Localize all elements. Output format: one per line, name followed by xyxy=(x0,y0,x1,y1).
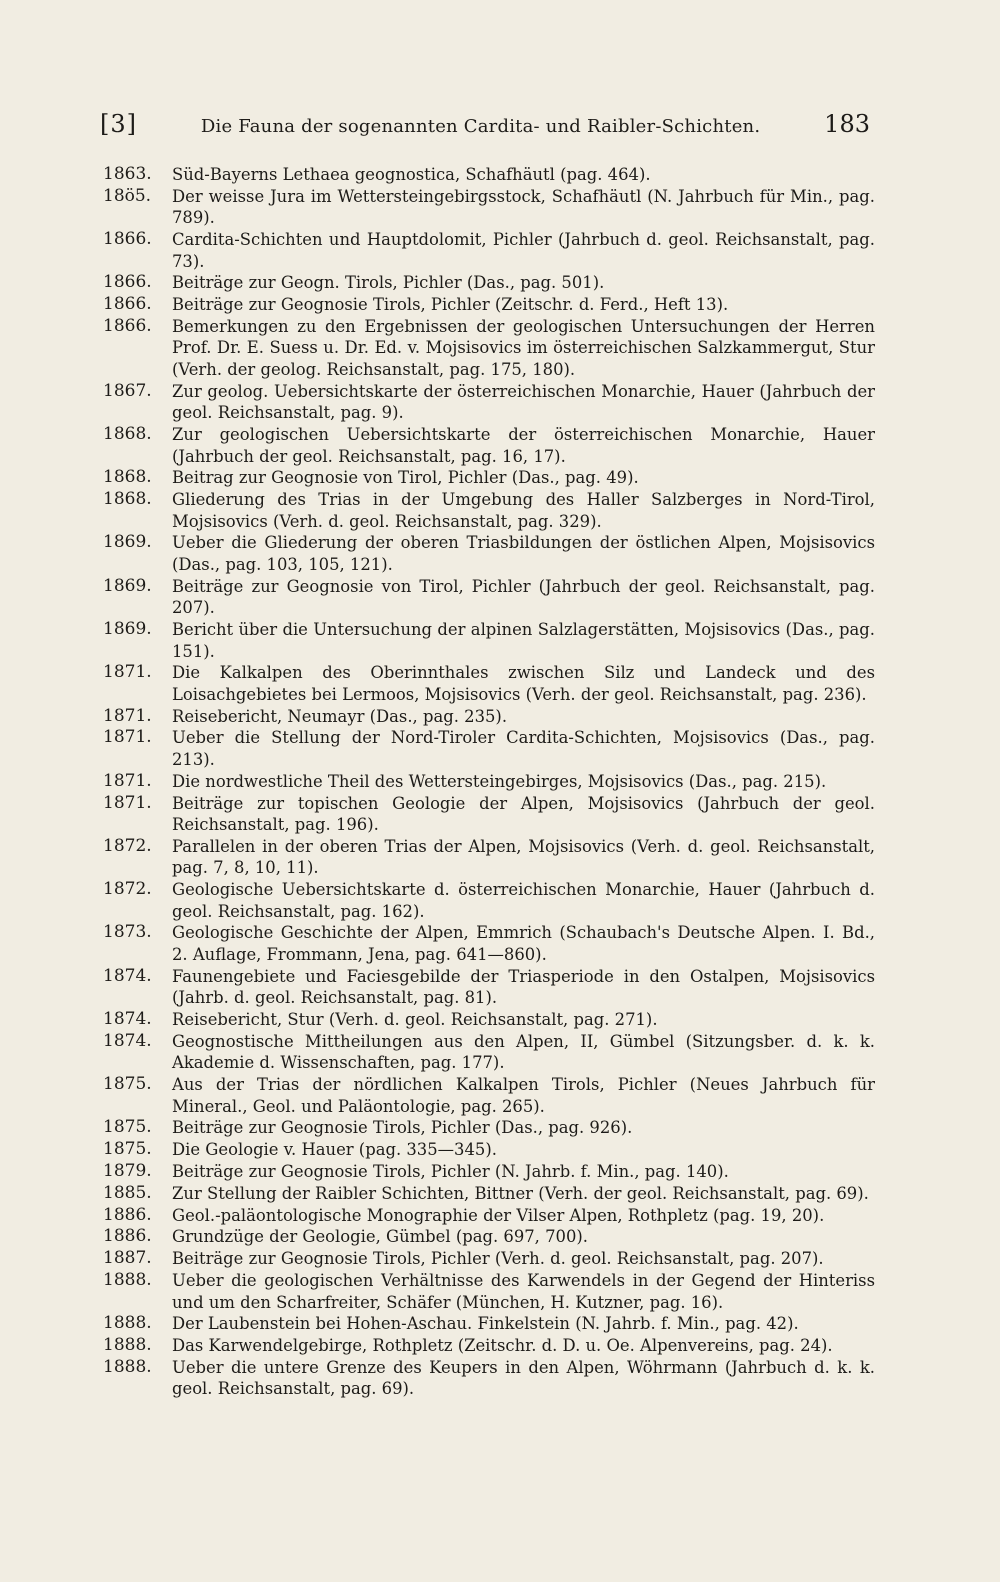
entry-year: 1874. xyxy=(103,1030,152,1051)
page-number: 183 xyxy=(824,110,870,138)
bibliography-entry xyxy=(103,1009,875,1031)
bibliography-list xyxy=(103,164,875,1400)
entry-year: 1863. xyxy=(103,164,152,184)
bibliography-entry xyxy=(103,1031,875,1074)
bibliography-entry xyxy=(103,294,875,316)
entry-year: 1888. xyxy=(103,1335,152,1356)
bibliography-entry xyxy=(103,662,875,705)
bibliography-entry xyxy=(103,793,875,836)
bibliography-entry xyxy=(103,1074,875,1117)
bibliography-entry xyxy=(103,1139,875,1161)
entry-text: Der weisse Jura im Wettersteingebirgsstock, Schafhäutl (N. Jahrbuch für Min., pag. 789). xyxy=(172,186,875,228)
entry-text: Geol.-paläontologische Monographie der Vilser Alpen, Rothpletz (pag. 19, 20). xyxy=(172,1205,825,1225)
entry-text: Aus der Trias der nördlichen Kalkalpen Tirols, Pichler (Neues Jahrbuch für Mineral., Geol. und Paläontologie, pag. 265). xyxy=(172,1075,875,1116)
entry-text: Gliederung des Trias in der Umgebung des Haller Salzberges in Nord-Tirol, Mojsisovics (Verh. d. geol. Reichsanstalt, pag. 329). xyxy=(172,490,875,531)
entry-year: 1868. xyxy=(103,467,152,488)
bibliography-entry xyxy=(103,532,875,575)
entry-year: 1871. xyxy=(103,770,152,791)
entry-text: Grundzüge der Geologie, Gümbel (pag. 697, 700). xyxy=(172,1227,588,1247)
bibliography-entry xyxy=(103,1205,875,1227)
entry-text: Die Geologie v. Hauer (pag. 335—345). xyxy=(172,1140,497,1160)
entry-year: 1866. xyxy=(103,315,152,336)
entry-text: Parallelen in der oberen Trias der Alpen, Mojsisovics (Verh. d. geol. Reichsanstalt, pag. 7, 8, 10, 11). xyxy=(172,836,875,878)
entry-year: 18ö5. xyxy=(103,185,152,206)
entry-year: 1871. xyxy=(103,705,152,726)
entry-text: Der Laubenstein bei Hohen-Aschau. Finkelstein (N. Jahrb. f. Min., pag. 42). xyxy=(172,1314,799,1334)
entry-text: Ueber die Gliederung der oberen Triasbildungen der östlichen Alpen, Mojsisovics (Das., pag. 103, 105, 121). xyxy=(172,533,875,574)
entry-text: Geognostische Mittheilungen aus den Alpen, II, Gümbel (Sitzungsber. d. k. k. Akademie d. Wissenschaften, pag. 177). xyxy=(172,1031,875,1073)
bibliography-entry xyxy=(103,1335,875,1357)
entry-text: Geologische Uebersichtskarte d. österreichischen Monarchie, Hauer (Jahrbuch d. geol. Reichsanstalt, pag. 162). xyxy=(172,880,875,921)
entry-year: 1868. xyxy=(103,424,152,445)
entry-year: 1872. xyxy=(103,879,152,900)
entry-text: Bericht über die Untersuchung der alpinen Salzlagerstätten, Mojsisovics (Das., pag. 151). xyxy=(172,620,875,661)
entry-year: 1886. xyxy=(103,1204,152,1225)
bibliography-entry xyxy=(103,467,875,489)
bibliography-entry xyxy=(103,1226,875,1248)
entry-year: 1885. xyxy=(103,1182,152,1203)
entry-text: Beiträge zur Geognosie Tirols, Pichler (Zeitschr. d. Ferd., Heft 13). xyxy=(172,295,729,315)
bibliography-entry xyxy=(103,836,875,879)
entry-text: Beiträge zur Geognosie Tirols, Pichler (Verh. d. geol. Reichsanstalt, pag. 207). xyxy=(172,1249,824,1269)
entry-year: 1866. xyxy=(103,272,152,293)
entry-text: Die Kalkalpen des Oberinnthales zwischen Silz und Landeck und des Loisachgebietes bei Lermoos, Mojsisovics (Verh. der geol. Reichsanstalt, pag. 236). xyxy=(172,663,875,704)
entry-text: Ueber die untere Grenze des Keupers in den Alpen, Wöhrmann (Jahrbuch d. k. k. geol. Reichsanstalt, pag. 69). xyxy=(172,1357,875,1399)
entry-text: Bemerkungen zu den Ergebnissen der geologischen Untersuchungen der Herren Prof. Dr. E. Suess u. Dr. Ed. v. Mojsisovics im österreichischen Salzkammergut, Stur (Verh. der geolog. Reichsanstalt, pag. 175, 180). xyxy=(172,316,875,379)
entry-text: Süd-Bayerns Lethaea geognostica, Schafhäutl (pag. 464). xyxy=(172,165,651,184)
bibliography-entry xyxy=(103,1117,875,1139)
bibliography-entry xyxy=(103,1161,875,1183)
bibliography-entry xyxy=(103,1270,875,1313)
entry-year: 1887. xyxy=(103,1248,152,1269)
entry-text: Zur geolog. Uebersichtskarte der österreichischen Monarchie, Hauer (Jahrbuch der geol. Reichsanstalt, pag. 9). xyxy=(172,381,875,423)
entry-year: 1871. xyxy=(103,727,152,748)
bibliography-entry xyxy=(103,1248,875,1270)
entry-year: 1872. xyxy=(103,835,152,856)
entry-year: 1871. xyxy=(103,792,152,813)
entry-year: 1875. xyxy=(103,1074,152,1095)
entry-text: Ueber die Stellung der Nord-Tiroler Cardita-Schichten, Mojsisovics (Das., pag. 213). xyxy=(172,728,875,769)
bibliography-entry xyxy=(103,966,875,1009)
entry-text: Beiträge zur topischen Geologie der Alpen, Mojsisovics (Jahrbuch der geol. Reichsanstalt, pag. 196). xyxy=(172,793,875,835)
entry-year: 1871. xyxy=(103,662,152,683)
entry-year: 1886. xyxy=(103,1226,152,1247)
bibliography-entry xyxy=(103,186,875,229)
entry-text: Beitrag zur Geognosie von Tirol, Pichler (Das., pag. 49). xyxy=(172,468,639,488)
bibliography-entry xyxy=(103,1313,875,1335)
entry-text: Reisebericht, Neumayr (Das., pag. 235). xyxy=(172,706,508,726)
bibliography-entry xyxy=(103,316,875,381)
entry-text: Die nordwestliche Theil des Wettersteingebirges, Mojsisovics (Das., pag. 215). xyxy=(172,771,827,791)
entry-text: Beiträge zur Geognosie Tirols, Pichler (Das., pag. 926). xyxy=(172,1118,633,1138)
entry-year: 1868. xyxy=(103,489,152,510)
entry-text: Beiträge zur Geognosie Tirols, Pichler (N. Jahrb. f. Min., pag. 140). xyxy=(172,1162,729,1182)
bibliography-entry xyxy=(103,727,875,770)
entry-text: Ueber die geologischen Verhältnisse des Karwendels in der Gegend der Hinteriss und um den Scharfreiter, Schäfer (München, H. Kutzner, pag. 16). xyxy=(172,1271,875,1312)
entry-year: 1888. xyxy=(103,1356,152,1377)
entry-year: 1869. xyxy=(103,532,152,553)
bibliography-entry xyxy=(103,424,875,467)
entry-year: 1867. xyxy=(103,380,152,401)
entry-text: Beiträge zur Geogn. Tirols, Pichler (Das., pag. 501). xyxy=(172,273,605,293)
entry-text: Zur Stellung der Raibler Schichten, Bittner (Verh. der geol. Reichsanstalt, pag. 69). xyxy=(172,1183,869,1203)
bibliography-entry xyxy=(103,576,875,619)
bibliography-entry xyxy=(103,381,875,424)
bibliography-entry xyxy=(103,272,875,294)
running-title: Die Fauna der sogenannten Cardita- und Raibler-Schichten. xyxy=(200,116,761,137)
entry-year: 1866. xyxy=(103,294,152,315)
entry-text: Zur geologischen Uebersichtskarte der österreichischen Monarchie, Hauer (Jahrbuch der geol. Reichsanstalt, pag. 16, 17). xyxy=(172,425,875,466)
entry-year: 1866. xyxy=(103,229,152,250)
entry-year: 1875. xyxy=(103,1139,152,1160)
entry-text: Geologische Geschichte der Alpen, Emmrich (Schaubach's Deutsche Alpen. I. Bd., 2. Auflage, Frommann, Jena, pag. 641—860). xyxy=(172,923,875,964)
bibliography-entry xyxy=(103,1357,875,1400)
bibliography-entry xyxy=(103,879,875,922)
entry-year: 1879. xyxy=(103,1161,152,1182)
entry-year: 1874. xyxy=(103,1009,152,1030)
bibliography-entry xyxy=(103,619,875,662)
bibliography-entry xyxy=(103,771,875,793)
entry-year: 1869. xyxy=(103,619,152,640)
entry-year: 1888. xyxy=(103,1270,152,1290)
entry-year: 1875. xyxy=(103,1117,152,1138)
entry-year: 1873. xyxy=(103,922,152,943)
entry-text: Reisebericht, Stur (Verh. d. geol. Reichsanstalt, pag. 271). xyxy=(172,1010,658,1030)
bibliography-entry xyxy=(103,229,875,272)
entry-text: Faunengebiete und Faciesgebilde der Triasperiode in den Ostalpen, Mojsisovics (Jahrb. d. geol. Reichsanstalt, pag. 81). xyxy=(172,966,875,1008)
entry-year: 1869. xyxy=(103,575,152,596)
entry-year: 1874. xyxy=(103,965,152,986)
bibliography-entry xyxy=(103,1183,875,1205)
entry-text: Cardita-Schichten und Hauptdolomit, Pichler (Jahrbuch d. geol. Reichsanstalt, pag. 73). xyxy=(172,230,875,271)
page-section-number: [3] xyxy=(100,110,137,138)
bibliography-entry xyxy=(103,922,875,965)
bibliography-entry xyxy=(103,706,875,728)
bibliography-entry xyxy=(103,164,875,186)
entry-year: 1888. xyxy=(103,1313,152,1334)
entry-text: Das Karwendelgebirge, Rothpletz (Zeitschr. d. D. u. Oe. Alpenvereins, pag. 24). xyxy=(172,1336,833,1356)
bibliography-entry xyxy=(103,489,875,532)
entry-text: Beiträge zur Geognosie von Tirol, Pichler (Jahrbuch der geol. Reichsanstalt, pag. 207). xyxy=(172,576,875,618)
page-header xyxy=(100,110,870,150)
